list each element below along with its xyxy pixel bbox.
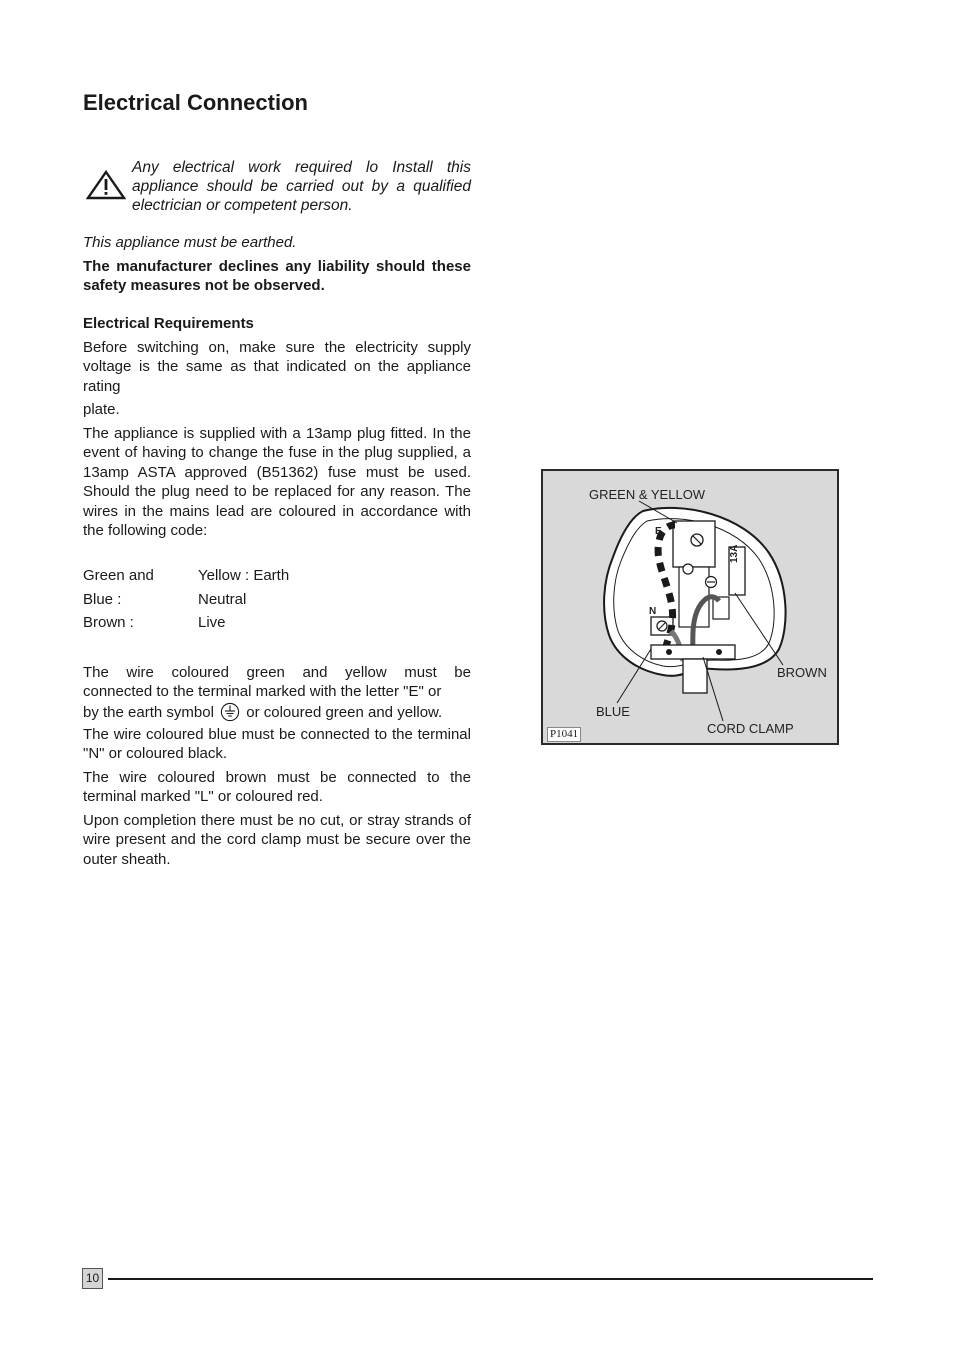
wire-color: Green and [83,567,154,584]
wire-function: Neutral [198,590,247,608]
terminal-n-label: N [649,606,657,617]
brown-label: BROWN [777,665,827,680]
warning-triangle-icon [86,170,126,200]
fuse-rating-label: 13A [729,544,740,563]
live-wire-paragraph: The wire coloured brown must be connected to the terminal marked "L" or coloured red. [83,769,471,806]
earth-wire-paragraph [83,663,471,722]
wire-color: Brown : [83,614,134,631]
requirements-paragraph: Before switching on, make sure the electricity supply voltage is the same as that indicated on the appliance rating [83,339,471,395]
requirements-paragraph: The appliance is supplied with a 13amp plug fitted. In the event of having to change the fuse in the plug supplied, a 13amp ASTA approved (B51362) fuse must be used. Should the plug need to be replaced for any reason. The wires in the mains lead are coloured in accordance with the following code: [83,425,471,540]
plug-wiring-diagram [541,469,839,745]
requirements-paragraph: plate. [83,401,120,418]
text-fragment: by the earth symbol [83,703,214,721]
wire-function: Yellow : Earth [198,567,290,584]
text-line: The wire coloured green and yellow must be [83,664,471,681]
terminal-e-label: E [655,526,662,537]
text-fragment: or coloured green and yellow. [246,703,443,721]
figure-code: P1041 [547,727,581,742]
requirements-heading: Electrical Requirements [83,315,254,332]
completion-paragraph: Upon completion there must be no cut, or stray strands of wire present and the cord clamp must be secure over the outer sheath. [83,812,471,868]
neutral-wire-paragraph: The wire coloured blue must be connected to the terminal "N" or coloured black. [83,726,471,763]
blue-label: BLUE [596,704,630,719]
text-line [83,702,471,722]
footer-rule [108,1278,873,1280]
earth-symbol-icon [220,702,240,722]
cord-clamp-label: CORD CLAMP [707,721,794,736]
page-number: 10 [82,1268,103,1289]
wire-function: Live [198,614,226,631]
liability-statement: The manufacturer declines any liability should these safety measures not be observed. [83,258,471,295]
earthed-note: This appliance must be earthed. [83,234,297,251]
wire-color: Blue : [83,590,122,608]
plug-illustration [543,471,837,743]
text-line: connected to the terminal marked with the letter "E" or [83,683,442,701]
page-title: Electrical Connection [83,90,308,115]
warning-text: Any electrical work required lo Install this appliance should be carried out by a qualified electrician or competent person. [132,159,471,214]
green-yellow-label: GREEN & YELLOW [589,487,706,502]
warning-notice [83,158,471,218]
